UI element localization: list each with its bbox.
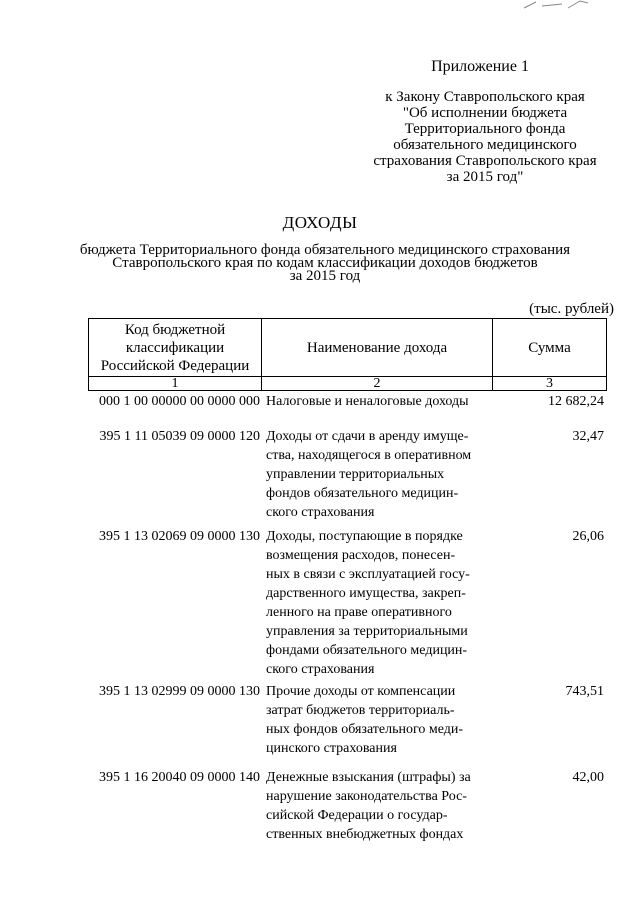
header-sum: Сумма bbox=[528, 339, 571, 356]
row-code: 395 1 11 05039 09 0000 120 bbox=[99, 429, 260, 444]
appendix-title: Приложение 1 bbox=[431, 58, 529, 75]
row-name: Денежные взыскания (штрафы) за нарушение законодательства Рос- сийской Федерации о государ- ственных внебюджетных фондах bbox=[266, 770, 471, 842]
scan-mark bbox=[522, 0, 592, 10]
header-code: Код бюджетной классификации Российской Федерации bbox=[89, 319, 262, 376]
row-code: 000 1 00 00000 00 0000 000 bbox=[99, 394, 260, 409]
column-number-2: 2 bbox=[262, 377, 493, 391]
row-code: 395 1 13 02069 09 0000 130 bbox=[99, 529, 260, 544]
table-header bbox=[88, 318, 607, 391]
row-name: Прочие доходы от компенсации затрат бюджетов территориаль- ных фондов обязательного меди- цинского страхования bbox=[266, 684, 464, 756]
document-subtitle: бюджета Территориального фонда обязательного медицинского страхования Ставропольского края по кодам классификации доходов бюджетов за 2015 год bbox=[79, 242, 571, 284]
row-sum: 32,47 bbox=[572, 429, 604, 444]
row-sum: 42,00 bbox=[572, 770, 604, 785]
appendix-subtitle: к Закону Ставропольского края "Об исполнении бюджета Территориального фонда обязательного медицинского страхования Ставропольского края за 2015 год" bbox=[373, 89, 597, 185]
row-name: Доходы, поступающие в порядке возмещения расходов, понесен- ных в связи с эксплуатацией госу- дарственного имущества, закреп- ленного на праве оперативного управления за территориальными фондами обязательного медицин- ского страхования bbox=[266, 529, 470, 677]
row-name: Налоговые и неналоговые доходы bbox=[266, 394, 469, 409]
row-sum: 743,51 bbox=[565, 684, 604, 699]
header-name: Наименование дохода bbox=[262, 319, 493, 376]
column-number-1: 1 bbox=[89, 377, 262, 391]
row-code: 395 1 13 02999 09 0000 130 bbox=[99, 684, 260, 699]
document-title: ДОХОДЫ bbox=[282, 213, 358, 232]
units-label: (тыс. рублей) bbox=[529, 301, 614, 317]
row-name: Доходы от сдачи в аренду имуще- ства, находящегося в оперативном управлении территориальных фондов обязательного медицин- ского страхования bbox=[266, 429, 472, 520]
column-number-3: 3 bbox=[546, 376, 553, 391]
row-code: 395 1 16 20040 09 0000 140 bbox=[99, 770, 260, 785]
row-sum: 26,06 bbox=[572, 529, 604, 544]
row-sum: 12 682,24 bbox=[548, 394, 604, 409]
